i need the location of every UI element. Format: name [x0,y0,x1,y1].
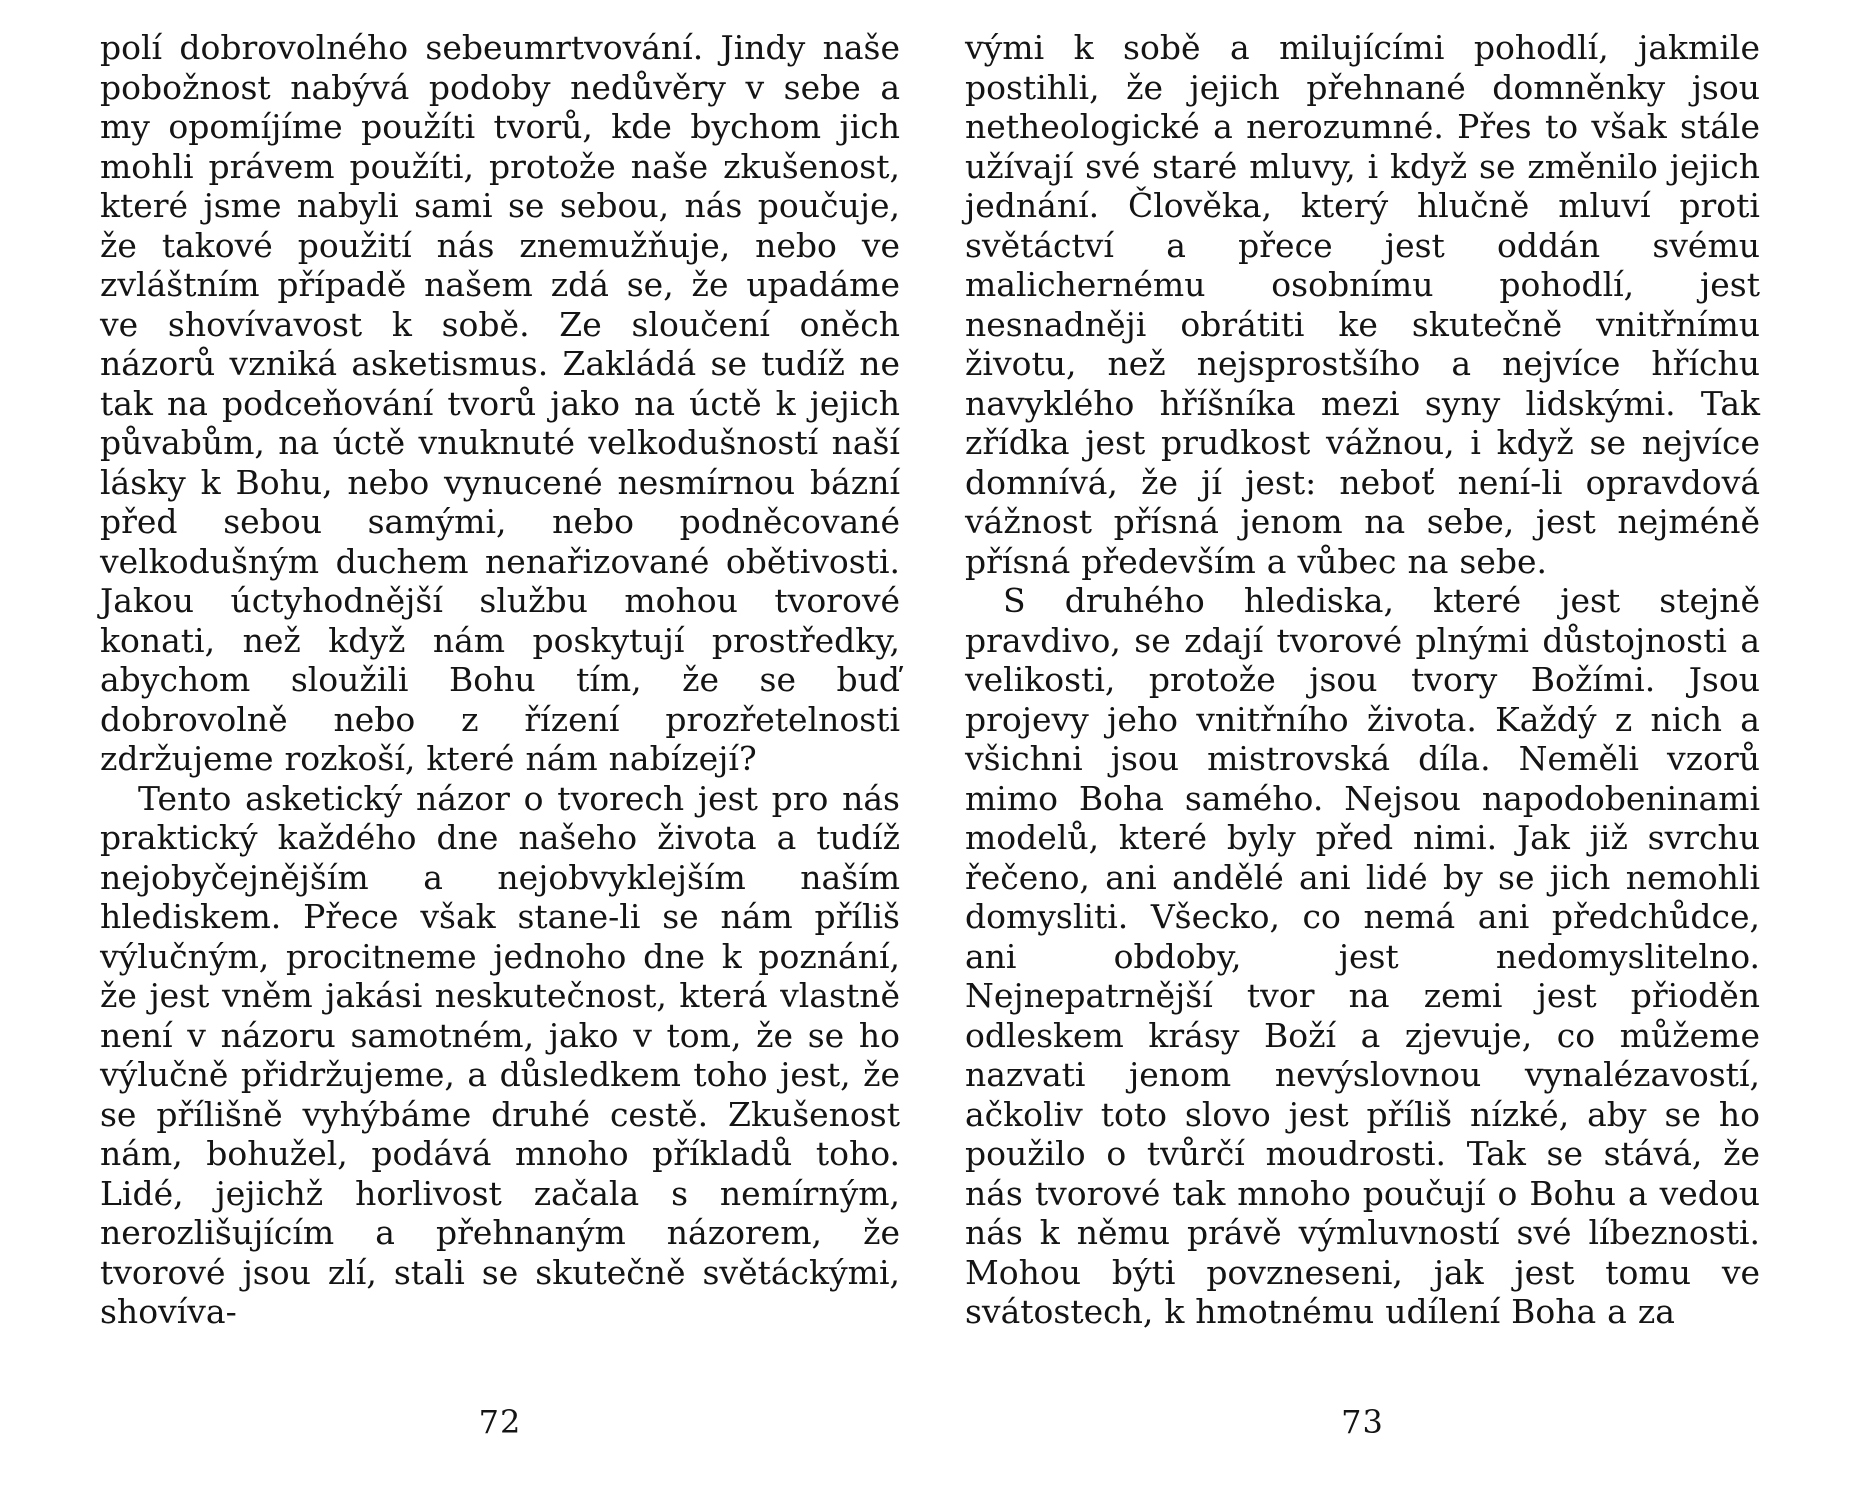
left-page-body [100,28,900,1332]
right-paragraph-1: vými k sobě a milujícími pohodlí, jakmile postihli, že jejich přehnané domněnky jsou netheologické a nerozumné. Přes to však stále užívají své staré mluvy, i když se změnilo jejich jednání. Člověka, který hlučně mluví proti světáctví a přece jest oddán svému malichernému osobnímu pohodlí, jest nesnadněji obrátiti ke skutečně vnitřnímu životu, než nejsprostšího a nejvíce hříchu navyklého hříšníka mezi syny lidskými. Tak zřídka jest prudkost vážnou, i když se nejvíce domnívá, že jí jest: neboť není-li opravdová vážnost přísná jenom na sebe, jest nejméně přísná především a vůbec na sebe. [965,28,1760,581]
right-paragraph-2: S druhého hlediska, které jest stejně pravdivo, se zdají tvorové plnými důstojnosti a velikosti, protože jsou tvory Božími. Jsou projevy jeho vnitřního života. Každý z nich a všichni jsou mistrovská díla. Neměli vzorů mimo Boha samého. Nejsou napodobeninami modelů, které byly před nimi. Jak již svrchu řečeno, ani andělé ani lidé by se jich nemohli domysliti. Všecko, co nemá ani předchůdce, ani obdoby, jest nedomyslitelno. Nejnepatrnější tvor na zemi jest přioděn odleskem krásy Boží a zjevuje, co můžeme nazvati jenom nevýslovnou vynalézavostí, ačkoliv toto slovo jest příliš nízké, aby se ho použilo o tvůrčí moudrosti. Tak se stává, že nás tvorové tak mnoho poučují o Bohu a vedou nás k němu právě výmluvností své líbeznosti. Mohou býti povzneseni, jak jest tomu ve svátostech, k hmotnému udílení Boha a za [965,581,1760,1331]
left-paragraph-2: Tento asketický názor o tvorech jest pro nás praktický každého dne našeho života a tudíž nejobyčejnějším a nejobvyklejším naším hlediskem. Přece však stane-li se nám příliš výlučným, procitneme jednoho dne k poznání, že jest vněm jakási neskutečnost, která vlastně není v názoru samotném, jako v tom, že se ho výlučně přidržujeme, a důsledkem toho jest, že se přílišně vyhýbáme druhé cestě. Zkušenost nám, bohužel, podává mnoho příkladů toho. Lidé, jejichž horlivost začala s nemírným, nerozlišujícím a přehnaným názorem, že tvorové jsou zlí, stali se skutečně světáckými, shovíva- [100,778,900,1331]
right-page [965,28,1760,1468]
right-page-number: 73 [1341,1403,1384,1441]
right-page-body [965,28,1760,1332]
left-paragraph-1: polí dobrovolného sebeumrtvování. Jindy naše pobožnost nabývá podoby nedůvěry v sebe a my opomíjíme použíti tvorů, kde bychom jich mohli právem použíti, protože naše zkušenost, které jsme nabyli sami se sebou, nás poučuje, že takové použití nás znemužňuje, nebo ve zvláštním případě našem zdá se, že upadáme ve shovívavost k sobě. Ze sloučení oněch názorů vzniká asketismus. Zakládá se tudíž ne tak na podceňování tvorů jako na úctě k jejich půvabům, na úctě vnuknuté velkodušností naší lásky k Bohu, nebo vynucené nesmírnou bázní před sebou samými, nebo podněcované velkodušným duchem nenařizované obětivosti. Jakou úctyhodnější službu mohou tvorové konati, než když nám poskytují prostředky, abychom sloužili Bohu tím, že se buď dobrovolně nebo z řízení prozřetelnosti zdržujeme rozkoší, které nám nabízejí? [100,28,900,778]
left-page-number: 72 [478,1403,522,1441]
left-page [100,28,900,1468]
